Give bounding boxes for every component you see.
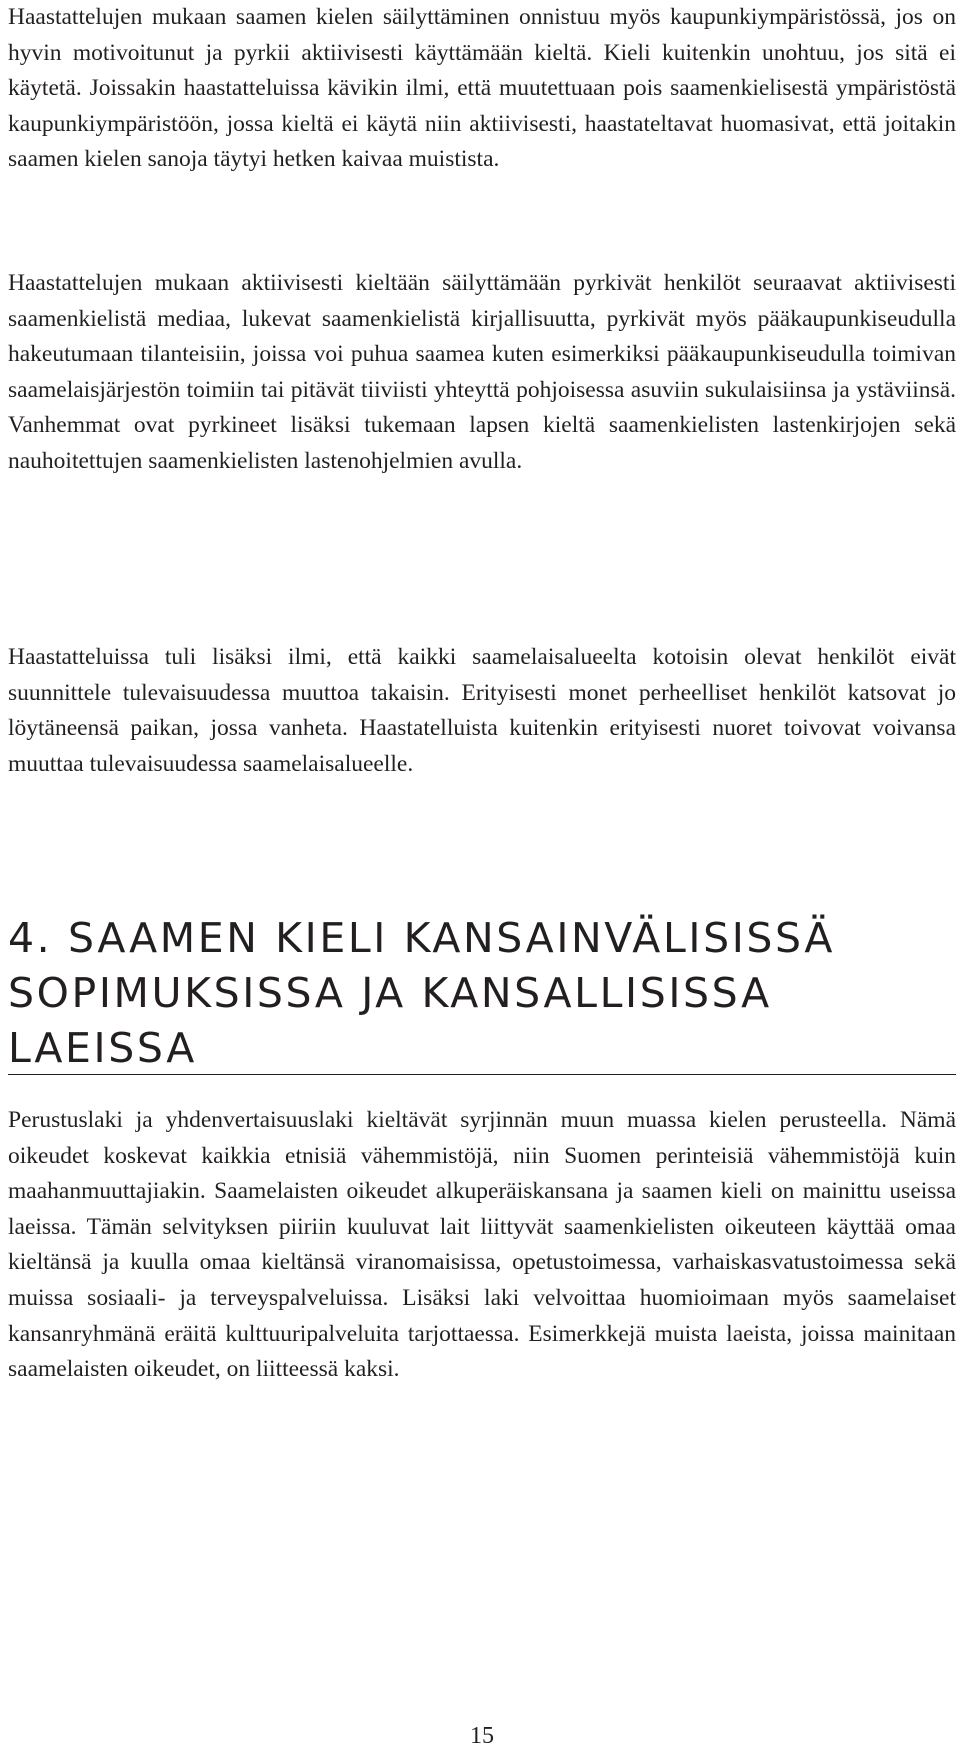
paragraph-language-retention-city: Haastattelujen mukaan saamen kielen säilyttäminen onnistuu myös kaupunkiympäristössä, jos on hyvin motivoitunut ja pyrkii aktiivisesti käyttämään kieltä. Kieli kuitenkin unohtuu, jos sitä ei käytetä. Joissakin haastatteluissa kävikin ilmi, että muutettuaan pois saamenkielisestä ympäristöstä kaupunkiympäristöön, jossa kieltä ei käytä niin aktiivisesti, haastateltavat huomasivat, että joitakin saamen kielen sanoja täytyi hetken kaivaa muistista. bbox=[8, 4, 956, 173]
section-heading bbox=[8, 911, 956, 1076]
section-heading-line-1: 4. SAAMEN KIELI KANSAINVÄLISISSÄ bbox=[8, 914, 836, 962]
section-heading-line-2: SOPIMUKSISSA JA KANSALLISISSA bbox=[8, 969, 772, 1017]
page-number: 15 bbox=[470, 1723, 494, 1749]
paragraph-legislation: Perustuslaki ja yhdenvertaisuuslaki kieltävät syrjinnän muun muassa kielen perusteella. Nämä oikeudet koskevat kaikkia etnisiä vähemmistöjä, niin Suomen perinteisiä vähemmistöjä kuin maahanmuuttajiakin. Saamelaisten oikeudet alkuperäiskansana ja saamen kieli on mainittu useissa laeissa. Tämän selvityksen piiriin kuuluvat lait liittyvät saamenkielisten oikeuteen käyttää omaa kieltänsä ja kuulla omaa kieltänsä viranomaisissa, opetustoimessa, varhaiskasvatustoimessa sekä muissa sosiaali- ja terveyspalveluissa. Lisäksi laki velvoittaa huomioimaan myös saamelaiset kansanryhmänä eräitä kulttuuripalveluita tarjottaessa. Esimerkkejä muista laeista, joissa mainitaan saamelaisten oikeudet, on liitteessä kaksi. bbox=[8, 1107, 956, 1383]
section-heading-line-3: LAEISSA bbox=[8, 1024, 197, 1072]
heading-divider bbox=[8, 1074, 956, 1075]
paragraph-active-language-maintenance: Haastattelujen mukaan aktiivisesti kieltään säilyttämään pyrkivät henkilöt seuraavat aktiivisesti saamenkielistä mediaa, lukevat saamenkielistä kirjallisuutta, pyrkivät myös pääkaupunkiseudulla hakeutumaan tilanteisiin, joissa voi puhua saamea kuten esimerkiksi pääkaupunkiseudulla toimivan saamelaisjärjestön toimiin tai pitävät tiiviisti yhteyttä pohjoisessa asuviin sukulaisiinsa ja ystäviinsä. Vanhemmat ovat pyrkineet lisäksi tukemaan lapsen kieltä saamenkielisten lastenkirjojen sekä nauhoitettujen saamenkielisten lastenohjelmien avulla. bbox=[8, 270, 956, 474]
paragraph-return-migration: Haastatteluissa tuli lisäksi ilmi, että kaikki saamelaisalueelta kotoisin olevat henkilöt eivät suunnittele tulevaisuudessa muuttoa takaisin. Erityisesti monet perheelliset henkilöt katsovat jo löytäneensä paikan, jossa vanheta. Haastatelluista kuitenkin erityisesti nuoret toivovat voivansa muuttaa tulevaisuudessa saamelaisalueelle. bbox=[8, 644, 956, 777]
